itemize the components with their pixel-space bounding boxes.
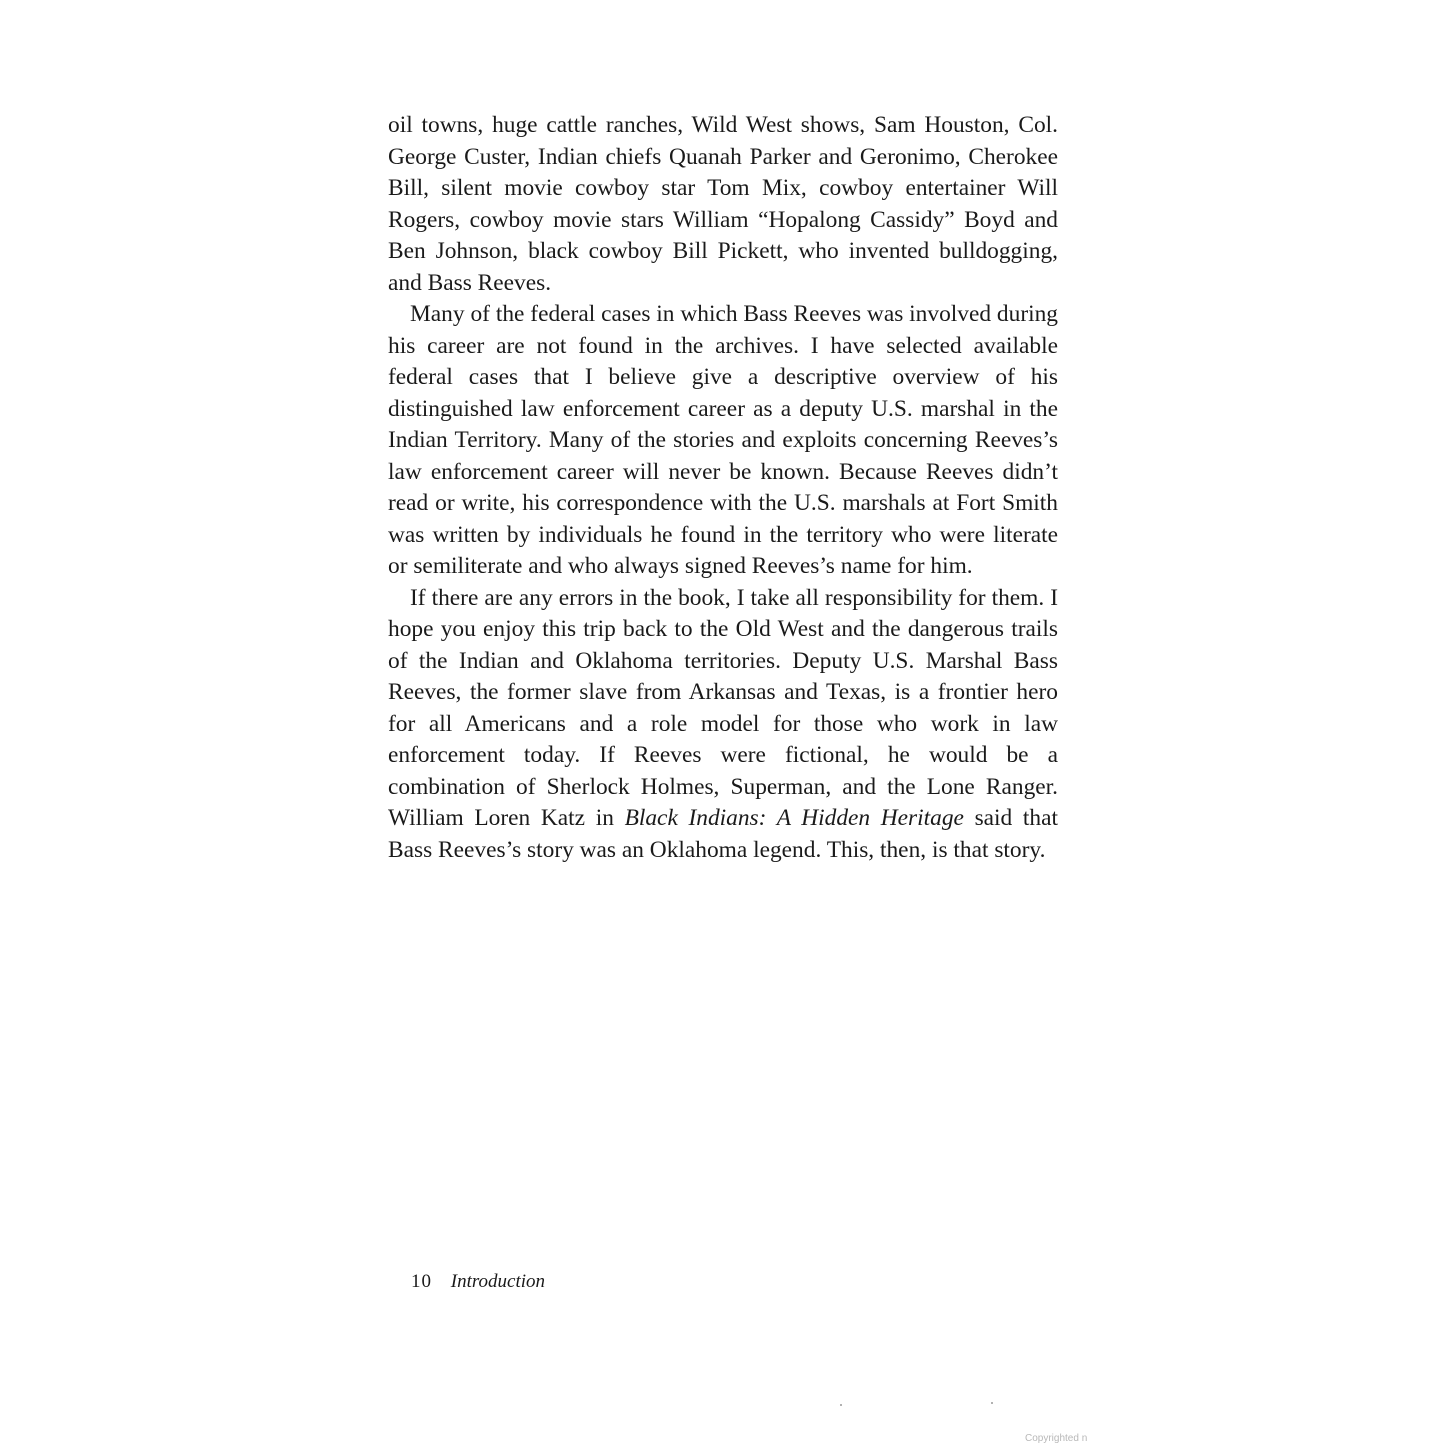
body-paragraph (388, 583, 1058, 867)
text-run: If there are any errors in the book, I take all responsibility for them. I hope you enjoy this trip back to the Old West and the dangerous trails of the Indian and Oklahoma territories. Deputy U.S. Marshal Bass Reeves, the former slave from Arkansas and Texas, is a frontier hero for all Americans and a role model for those who work in law enforcement today. If Reeves were fictional, he would be a combination of Sherlock Holmes, Superman, and the Lone Ranger. William Loren Katz in (388, 584, 1058, 831)
page-footer (411, 1270, 545, 1294)
text-run: oil towns, huge cattle ranches, Wild West shows, Sam Houston, Col. George Custer, Indian chiefs Quanah Parker and Geronimo, Cherokee Bill, silent movie cowboy star Tom Mix, cowboy entertainer Will Rogers, cowboy movie stars William “Hopalong Cassidy” Boyd and Ben Johnson, black cowboy Bill Pickett, who invented bulldogging, and Bass Reeves. (388, 112, 1058, 296)
copyright-watermark: Copyrighted n (1025, 1433, 1088, 1444)
page-body (388, 110, 1058, 866)
text-run: Many of the federal cases in which Bass Reeves was involved during his career are not found in the archives. I have selected available federal cases that I believe give a descriptive overview of his distinguished law enforcement career as a deputy U.S. marshal in the Indian Territory. Many of the stories and exploits concerning Reeves’s law enforcement career will never be known. Because Reeves didn’t read or write, his correspondence with the U.S. marshals at Fort Smith was written by individuals he found in the territory who were literate or semiliterate and who always signed Reeves’s name for him. (388, 301, 1058, 579)
running-head: Introduction (450, 1271, 546, 1292)
italic-title-run: Black Indians: A Hidden Heritage (624, 805, 964, 831)
text-run: said that Bass Reeves’s story was an Oklahoma legend. This, then, is that story. (388, 805, 1058, 863)
scan-speck (840, 1404, 842, 1406)
body-paragraph (388, 110, 1058, 299)
scan-speck (991, 1402, 993, 1404)
page-number: 10 (411, 1271, 432, 1292)
body-paragraph (388, 299, 1058, 583)
